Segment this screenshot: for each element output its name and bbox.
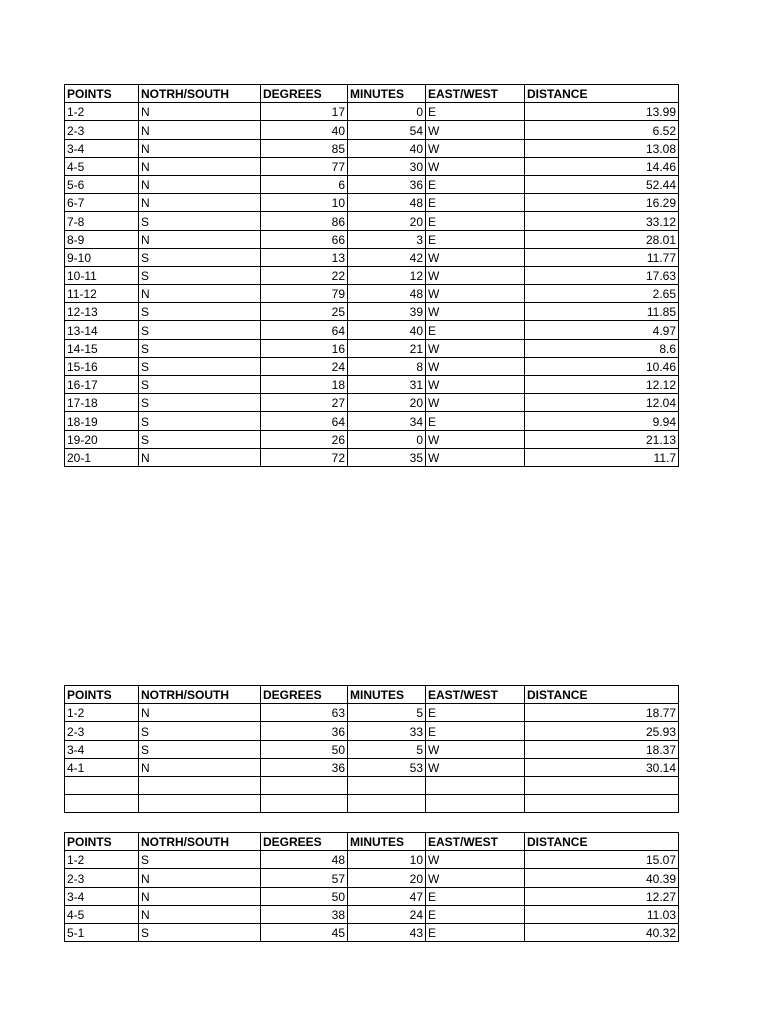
- cell-east-west: W: [426, 740, 525, 758]
- cell-points: 18-19: [65, 412, 139, 430]
- cell-east-west: E: [426, 722, 525, 740]
- cell-minutes: [348, 776, 426, 794]
- cell-points: 1-2: [65, 704, 139, 722]
- cell-minutes: 54: [348, 121, 426, 139]
- cell-north-south: S: [139, 212, 261, 230]
- cell-north-south: S: [139, 430, 261, 448]
- cell-points: 15-16: [65, 357, 139, 375]
- cell-degrees: 45: [261, 923, 348, 941]
- table-row: [65, 412, 679, 430]
- cell-minutes: 0: [348, 103, 426, 121]
- cell-points: 3-4: [65, 887, 139, 905]
- cell-distance: 30.14: [525, 758, 679, 776]
- table-row: [65, 851, 679, 869]
- cell-distance: 17.63: [525, 266, 679, 284]
- cell-degrees: 85: [261, 139, 348, 157]
- table-body: [65, 704, 679, 813]
- cell-east-west: E: [426, 923, 525, 941]
- cell-minutes: 36: [348, 175, 426, 193]
- cell-degrees: 64: [261, 412, 348, 430]
- cell-north-south: S: [139, 321, 261, 339]
- cell-distance: 25.93: [525, 722, 679, 740]
- cell-east-west: W: [426, 394, 525, 412]
- column-header-points: POINTS: [65, 833, 139, 851]
- cell-east-west: E: [426, 412, 525, 430]
- cell-east-west: E: [426, 103, 525, 121]
- cell-distance: 21.13: [525, 430, 679, 448]
- column-header-degrees: DEGREES: [261, 833, 348, 851]
- cell-east-west: E: [426, 887, 525, 905]
- table-row: [65, 887, 679, 905]
- table-row: [65, 448, 679, 466]
- cell-degrees: 77: [261, 157, 348, 175]
- cell-points: 2-3: [65, 722, 139, 740]
- cell-minutes: 24: [348, 905, 426, 923]
- cell-distance: 18.37: [525, 740, 679, 758]
- survey-table-2: [64, 685, 679, 813]
- cell-degrees: 27: [261, 394, 348, 412]
- cell-degrees: 66: [261, 230, 348, 248]
- table-row: [65, 869, 679, 887]
- cell-east-west: W: [426, 121, 525, 139]
- cell-points: 20-1: [65, 448, 139, 466]
- cell-minutes: 10: [348, 851, 426, 869]
- cell-distance: 14.46: [525, 157, 679, 175]
- cell-distance: 9.94: [525, 412, 679, 430]
- cell-east-west: W: [426, 266, 525, 284]
- cell-degrees: 36: [261, 758, 348, 776]
- cell-north-south: S: [139, 248, 261, 266]
- cell-east-west: [426, 795, 525, 813]
- cell-degrees: 63: [261, 704, 348, 722]
- cell-minutes: [348, 795, 426, 813]
- cell-east-west: E: [426, 321, 525, 339]
- cell-distance: 12.12: [525, 376, 679, 394]
- table-row: [65, 740, 679, 758]
- cell-degrees: 26: [261, 430, 348, 448]
- cell-north-south: N: [139, 887, 261, 905]
- cell-north-south: S: [139, 923, 261, 941]
- table-row: [65, 121, 679, 139]
- cell-east-west: W: [426, 448, 525, 466]
- cell-points: [65, 776, 139, 794]
- cell-points: 5-1: [65, 923, 139, 941]
- cell-north-south: N: [139, 194, 261, 212]
- cell-points: 4-5: [65, 905, 139, 923]
- cell-points: 3-4: [65, 139, 139, 157]
- cell-minutes: 12: [348, 266, 426, 284]
- cell-minutes: 30: [348, 157, 426, 175]
- cell-north-south: S: [139, 266, 261, 284]
- cell-east-west: W: [426, 851, 525, 869]
- header-row: [65, 686, 679, 704]
- cell-points: 12-13: [65, 303, 139, 321]
- cell-degrees: 10: [261, 194, 348, 212]
- cell-distance: 10.46: [525, 357, 679, 375]
- cell-east-west: E: [426, 175, 525, 193]
- cell-points: 2-3: [65, 121, 139, 139]
- cell-minutes: 43: [348, 923, 426, 941]
- table-row: [65, 285, 679, 303]
- cell-minutes: 40: [348, 321, 426, 339]
- table-row: [65, 103, 679, 121]
- cell-points: 11-12: [65, 285, 139, 303]
- cell-degrees: 50: [261, 887, 348, 905]
- survey-table-3: [64, 832, 679, 942]
- cell-minutes: 3: [348, 230, 426, 248]
- cell-minutes: 34: [348, 412, 426, 430]
- cell-minutes: 20: [348, 212, 426, 230]
- column-header-east-west: EAST/WEST: [426, 686, 525, 704]
- cell-north-south: S: [139, 394, 261, 412]
- column-header-points: POINTS: [65, 85, 139, 103]
- table-row: [65, 248, 679, 266]
- cell-east-west: W: [426, 376, 525, 394]
- cell-distance: 33.12: [525, 212, 679, 230]
- table-body: [65, 103, 679, 467]
- cell-north-south: [139, 776, 261, 794]
- column-header-degrees: DEGREES: [261, 85, 348, 103]
- cell-degrees: 25: [261, 303, 348, 321]
- header-row: [65, 85, 679, 103]
- table-row: [65, 376, 679, 394]
- cell-distance: 11.77: [525, 248, 679, 266]
- cell-degrees: 79: [261, 285, 348, 303]
- cell-points: 7-8: [65, 212, 139, 230]
- cell-north-south: N: [139, 103, 261, 121]
- cell-distance: 11.85: [525, 303, 679, 321]
- cell-east-west: W: [426, 430, 525, 448]
- cell-minutes: 5: [348, 740, 426, 758]
- cell-distance: 16.29: [525, 194, 679, 212]
- table-row: [65, 758, 679, 776]
- cell-distance: 8.6: [525, 339, 679, 357]
- cell-north-south: N: [139, 285, 261, 303]
- cell-points: 19-20: [65, 430, 139, 448]
- cell-points: 6-7: [65, 194, 139, 212]
- cell-distance: 13.99: [525, 103, 679, 121]
- table-row: [65, 722, 679, 740]
- cell-minutes: 0: [348, 430, 426, 448]
- cell-east-west: W: [426, 758, 525, 776]
- cell-minutes: 48: [348, 194, 426, 212]
- cell-degrees: 72: [261, 448, 348, 466]
- table-row: [65, 704, 679, 722]
- cell-north-south: S: [139, 376, 261, 394]
- cell-distance: 40.32: [525, 923, 679, 941]
- column-header-degrees: DEGREES: [261, 686, 348, 704]
- cell-distance: 28.01: [525, 230, 679, 248]
- cell-east-west: W: [426, 139, 525, 157]
- cell-east-west: E: [426, 704, 525, 722]
- column-header-minutes: MINUTES: [348, 833, 426, 851]
- column-header-minutes: MINUTES: [348, 686, 426, 704]
- cell-distance: 12.04: [525, 394, 679, 412]
- column-header-distance: DISTANCE: [525, 686, 679, 704]
- cell-minutes: 31: [348, 376, 426, 394]
- table-row: [65, 776, 679, 794]
- cell-minutes: 5: [348, 704, 426, 722]
- cell-minutes: 53: [348, 758, 426, 776]
- table-row: [65, 194, 679, 212]
- cell-points: 9-10: [65, 248, 139, 266]
- table-row: [65, 175, 679, 193]
- cell-points: 8-9: [65, 230, 139, 248]
- cell-east-west: E: [426, 905, 525, 923]
- column-header-minutes: MINUTES: [348, 85, 426, 103]
- cell-points: 2-3: [65, 869, 139, 887]
- column-header-east-west: EAST/WEST: [426, 833, 525, 851]
- cell-degrees: 24: [261, 357, 348, 375]
- column-header-distance: DISTANCE: [525, 833, 679, 851]
- table-row: [65, 139, 679, 157]
- cell-east-west: W: [426, 339, 525, 357]
- cell-distance: 11.03: [525, 905, 679, 923]
- cell-minutes: 21: [348, 339, 426, 357]
- cell-distance: [525, 776, 679, 794]
- cell-distance: 15.07: [525, 851, 679, 869]
- cell-distance: 40.39: [525, 869, 679, 887]
- header-row: [65, 833, 679, 851]
- cell-north-south: N: [139, 175, 261, 193]
- cell-east-west: W: [426, 357, 525, 375]
- cell-minutes: 40: [348, 139, 426, 157]
- column-header-north-south: NOTRH/SOUTH: [139, 686, 261, 704]
- cell-north-south: S: [139, 303, 261, 321]
- cell-north-south: N: [139, 869, 261, 887]
- table-row: [65, 266, 679, 284]
- cell-distance: 6.52: [525, 121, 679, 139]
- table-row: [65, 923, 679, 941]
- cell-north-south: S: [139, 740, 261, 758]
- cell-east-west: [426, 776, 525, 794]
- cell-north-south: N: [139, 139, 261, 157]
- cell-degrees: 6: [261, 175, 348, 193]
- cell-minutes: 20: [348, 394, 426, 412]
- cell-degrees: 16: [261, 339, 348, 357]
- cell-degrees: 57: [261, 869, 348, 887]
- cell-distance: 4.97: [525, 321, 679, 339]
- column-header-points: POINTS: [65, 686, 139, 704]
- cell-points: 3-4: [65, 740, 139, 758]
- cell-degrees: [261, 776, 348, 794]
- cell-degrees: 22: [261, 266, 348, 284]
- table-row: [65, 357, 679, 375]
- table-row: [65, 394, 679, 412]
- cell-degrees: [261, 795, 348, 813]
- cell-north-south: N: [139, 157, 261, 175]
- cell-minutes: 35: [348, 448, 426, 466]
- cell-degrees: 13: [261, 248, 348, 266]
- cell-degrees: 50: [261, 740, 348, 758]
- column-header-north-south: NOTRH/SOUTH: [139, 833, 261, 851]
- cell-points: 1-2: [65, 851, 139, 869]
- cell-points: 13-14: [65, 321, 139, 339]
- cell-north-south: N: [139, 230, 261, 248]
- cell-north-south: S: [139, 339, 261, 357]
- survey-table-1: [64, 84, 679, 467]
- cell-points: 4-5: [65, 157, 139, 175]
- cell-minutes: 33: [348, 722, 426, 740]
- cell-minutes: 39: [348, 303, 426, 321]
- cell-points: 1-2: [65, 103, 139, 121]
- cell-north-south: N: [139, 905, 261, 923]
- cell-east-west: W: [426, 157, 525, 175]
- table-row: [65, 157, 679, 175]
- cell-distance: 13.08: [525, 139, 679, 157]
- cell-east-west: W: [426, 869, 525, 887]
- cell-degrees: 40: [261, 121, 348, 139]
- cell-north-south: N: [139, 704, 261, 722]
- cell-degrees: 86: [261, 212, 348, 230]
- cell-degrees: 48: [261, 851, 348, 869]
- cell-distance: 2.65: [525, 285, 679, 303]
- cell-points: 17-18: [65, 394, 139, 412]
- cell-north-south: N: [139, 448, 261, 466]
- table-header: [65, 85, 679, 103]
- cell-minutes: 42: [348, 248, 426, 266]
- cell-points: 5-6: [65, 175, 139, 193]
- cell-north-south: S: [139, 412, 261, 430]
- column-header-distance: DISTANCE: [525, 85, 679, 103]
- table-row: [65, 795, 679, 813]
- cell-degrees: 64: [261, 321, 348, 339]
- cell-north-south: N: [139, 121, 261, 139]
- cell-north-south: S: [139, 357, 261, 375]
- table-header: [65, 833, 679, 851]
- cell-distance: 18.77: [525, 704, 679, 722]
- cell-distance: 12.27: [525, 887, 679, 905]
- cell-degrees: 36: [261, 722, 348, 740]
- cell-minutes: 48: [348, 285, 426, 303]
- table-row: [65, 905, 679, 923]
- column-header-east-west: EAST/WEST: [426, 85, 525, 103]
- cell-points: 10-11: [65, 266, 139, 284]
- cell-north-south: S: [139, 851, 261, 869]
- table-row: [65, 230, 679, 248]
- cell-points: 16-17: [65, 376, 139, 394]
- cell-minutes: 20: [348, 869, 426, 887]
- table-row: [65, 339, 679, 357]
- cell-east-west: E: [426, 194, 525, 212]
- cell-degrees: 18: [261, 376, 348, 394]
- cell-points: [65, 795, 139, 813]
- cell-east-west: W: [426, 285, 525, 303]
- table-row: [65, 430, 679, 448]
- table-row: [65, 212, 679, 230]
- cell-degrees: 38: [261, 905, 348, 923]
- cell-east-west: E: [426, 230, 525, 248]
- table-header: [65, 686, 679, 704]
- column-header-north-south: NOTRH/SOUTH: [139, 85, 261, 103]
- cell-east-west: E: [426, 212, 525, 230]
- cell-north-south: [139, 795, 261, 813]
- table-row: [65, 303, 679, 321]
- cell-minutes: 8: [348, 357, 426, 375]
- cell-degrees: 17: [261, 103, 348, 121]
- cell-points: 4-1: [65, 758, 139, 776]
- cell-points: 14-15: [65, 339, 139, 357]
- table-row: [65, 321, 679, 339]
- cell-distance: 11.7: [525, 448, 679, 466]
- cell-north-south: N: [139, 758, 261, 776]
- cell-north-south: S: [139, 722, 261, 740]
- cell-distance: [525, 795, 679, 813]
- cell-minutes: 47: [348, 887, 426, 905]
- cell-distance: 52.44: [525, 175, 679, 193]
- table-body: [65, 851, 679, 942]
- cell-east-west: W: [426, 303, 525, 321]
- cell-east-west: W: [426, 248, 525, 266]
